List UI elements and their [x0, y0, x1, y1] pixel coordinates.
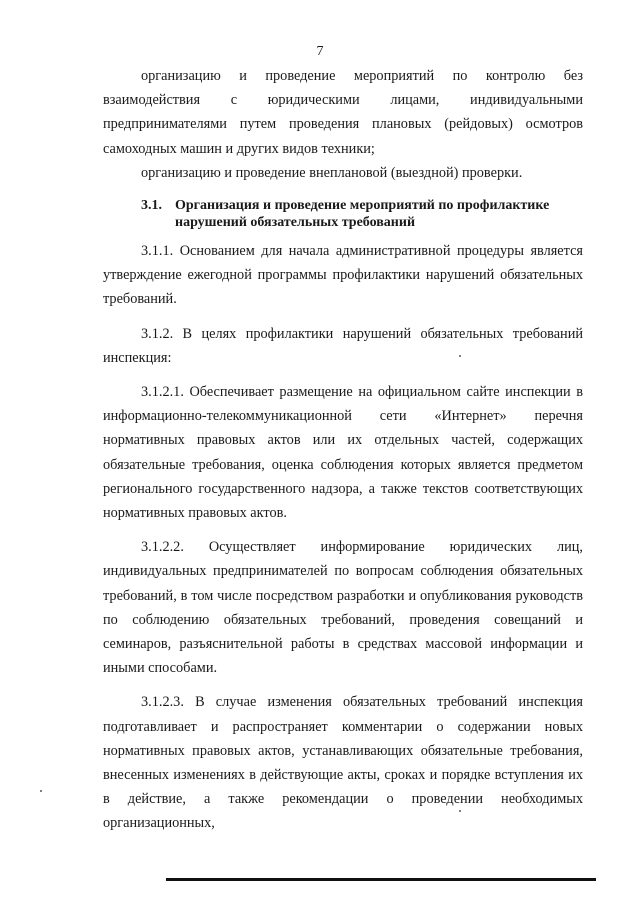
- item-3-1-2: 3.1.2. В целях профилактики нарушений обязательных требований инспекция:: [103, 325, 583, 366]
- scan-speck: [459, 810, 461, 812]
- item-3-1-2-1: 3.1.2.1. Обеспечивает размещение на официальном сайте инспекции в информационно-телекоммуникационной сети «Интернет» перечня нормативных правовых актов или их отдельных частей, содержащих обязательные требования, оценка соблюдения которых является предметом регионального государственного надзора, а также текстов соответствующих нормативных правовых актов.: [103, 384, 583, 522]
- item-3-1-1: 3.1.1. Основанием для начала административной процедуры является утверждение ежегодной программы профилактики нарушений обязательных требований.: [103, 243, 583, 308]
- paragraph-intro-1: организацию и проведение мероприятий по контролю без взаимодействия с юридическими лицами, индивидуальными предпринимателями путем проведения плановых (рейдовых) осмотров самоходных машин и других видов техники;: [103, 68, 583, 157]
- item-3-1-2-3: 3.1.2.3. В случае изменения обязательных требований инспекция подготавливает и распространяет комментарии о содержании новых нормативных правовых актов, устанавливающих обязательные требования, внесенных изменениях в действующие акты, сроках и порядке вступления их в действие, а также рекомендации о проведении необходимых организационных,: [103, 694, 583, 832]
- document-body: [103, 64, 583, 836]
- section-title-line1: Организация и проведение мероприятий по профилактике: [175, 198, 550, 214]
- item-3-1-2-2: 3.1.2.2. Осуществляет информирование юридических лиц, индивидуальных предпринимателей по вопросам соблюдения обязательных требований, в том числе посредством разработки и опубликования руководств по соблюдению обязательных требований, проведения совещаний и семинаров, разъяснительной работы в средствах массовой информации и иными способами.: [103, 539, 583, 677]
- page-number: 7: [316, 44, 324, 59]
- section-title-line2: нарушений обязательных требований: [175, 215, 416, 231]
- section-heading: [103, 197, 583, 231]
- bottom-rule: [166, 878, 596, 881]
- scan-speck: [459, 355, 461, 357]
- scan-speck: [40, 790, 42, 792]
- section-number: 3.1.: [141, 198, 162, 214]
- paragraph-intro-2: организацию и проведение внеплановой (выездной) проверки.: [141, 164, 523, 181]
